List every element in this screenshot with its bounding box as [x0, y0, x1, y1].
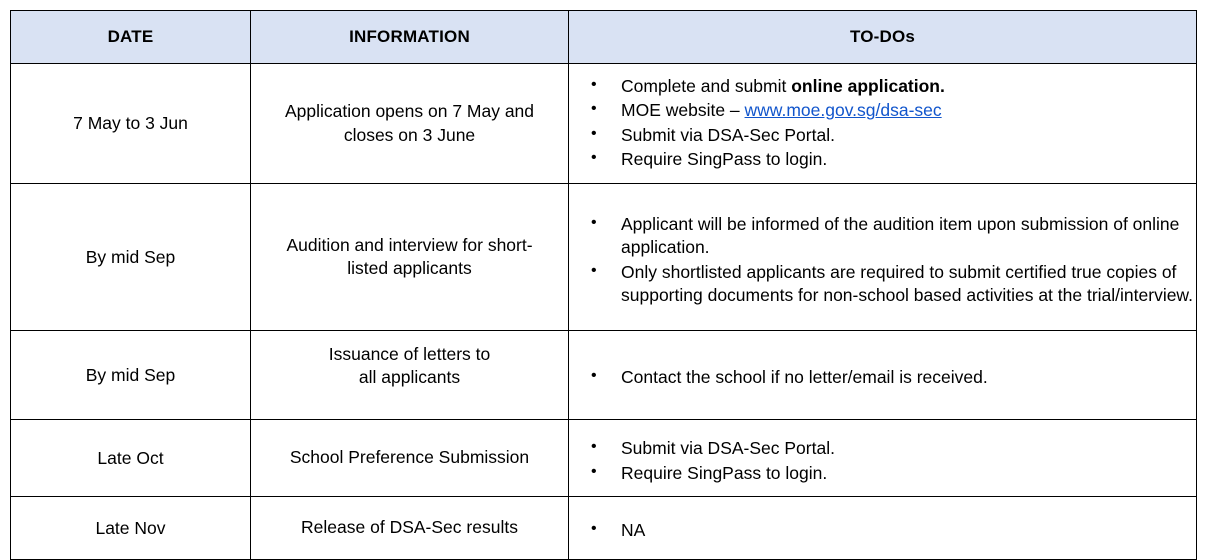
cell-todos — [569, 184, 1197, 331]
moe-website-link[interactable]: www.moe.gov.sg/dsa-sec — [744, 100, 942, 121]
table-body — [11, 64, 1197, 560]
column-header-date-label: DATE — [107, 27, 154, 46]
cell-information — [251, 420, 569, 497]
cell-date — [11, 184, 251, 331]
todo-text-plain: Submit via DSA-Sec Portal. — [621, 438, 835, 459]
todo-item — [569, 99, 1196, 122]
todo-text-plain: Require SingPass to login. — [621, 148, 828, 169]
table-row — [11, 184, 1197, 331]
cell-information — [251, 184, 569, 331]
information-line: School Preference Submission — [289, 447, 530, 468]
cell-todos — [569, 331, 1197, 420]
table-row — [11, 64, 1197, 184]
todo-text-plain: Only shortlisted applicants are required to submit certified true copies of supporting documents for non-school based activities at the trial/interview. — [621, 261, 1193, 305]
table-row — [11, 420, 1197, 497]
todo-text-bold: online application. — [791, 75, 945, 96]
cell-todos — [569, 497, 1197, 560]
todo-text-plain: Complete and submit — [621, 75, 792, 96]
todo-item — [569, 124, 1196, 147]
todo-item — [569, 519, 1196, 542]
cell-todos — [569, 64, 1197, 184]
column-header-todos — [569, 11, 1197, 64]
information-line: Audition and interview for short- — [286, 234, 533, 255]
todo-item — [569, 148, 1196, 171]
todo-list — [569, 366, 1196, 389]
dsa-sec-timeline-table — [10, 10, 1197, 560]
cell-information — [251, 331, 569, 420]
column-header-todos-label: TO-DOs — [849, 27, 916, 46]
todo-item — [569, 261, 1196, 308]
todo-item — [569, 437, 1196, 460]
todo-text-plain: Contact the school if no letter/email is received. — [621, 367, 988, 388]
todo-text-plain: NA — [621, 520, 646, 541]
todo-item — [569, 366, 1196, 389]
cell-information — [251, 497, 569, 560]
date-value: By mid Sep — [85, 364, 176, 385]
todo-list — [569, 437, 1196, 485]
column-header-information-label: INFORMATION — [349, 27, 470, 46]
information-line: Release of DSA-Sec results — [301, 517, 518, 538]
cell-date — [11, 64, 251, 184]
date-value: Late Oct — [97, 447, 164, 468]
date-value: By mid Sep — [85, 246, 176, 267]
todo-text-plain: Require SingPass to login. — [621, 462, 828, 483]
cell-date — [11, 497, 251, 560]
table-row — [11, 497, 1197, 560]
todo-item — [569, 213, 1196, 260]
information-line: listed applicants — [347, 258, 472, 278]
table-header — [11, 11, 1197, 64]
information-line: Issuance of letters to — [328, 344, 491, 364]
information-line: all applicants — [358, 367, 461, 388]
todo-text-plain: Submit via DSA-Sec Portal. — [621, 124, 835, 145]
todo-item — [569, 75, 1196, 98]
column-header-date — [11, 11, 251, 64]
information-line: Application opens on 7 May and — [284, 101, 535, 122]
information-line: closes on 3 June — [343, 124, 476, 145]
column-header-information — [251, 11, 569, 64]
cell-date — [11, 420, 251, 497]
todo-text-plain: Applicant will be informed of the audition item upon submission of online application. — [621, 213, 1180, 258]
date-value: Late Nov — [95, 517, 166, 538]
cell-date — [11, 331, 251, 420]
todo-list — [569, 213, 1196, 307]
todo-item — [569, 462, 1196, 485]
todo-list — [569, 519, 1196, 542]
date-value: 7 May to 3 Jun — [73, 113, 188, 133]
todo-text-plain: MOE website – — [621, 100, 745, 121]
cell-information — [251, 64, 569, 184]
table-row — [11, 331, 1197, 420]
todo-list — [569, 75, 1196, 171]
cell-todos — [569, 420, 1197, 497]
header-row — [11, 11, 1197, 64]
